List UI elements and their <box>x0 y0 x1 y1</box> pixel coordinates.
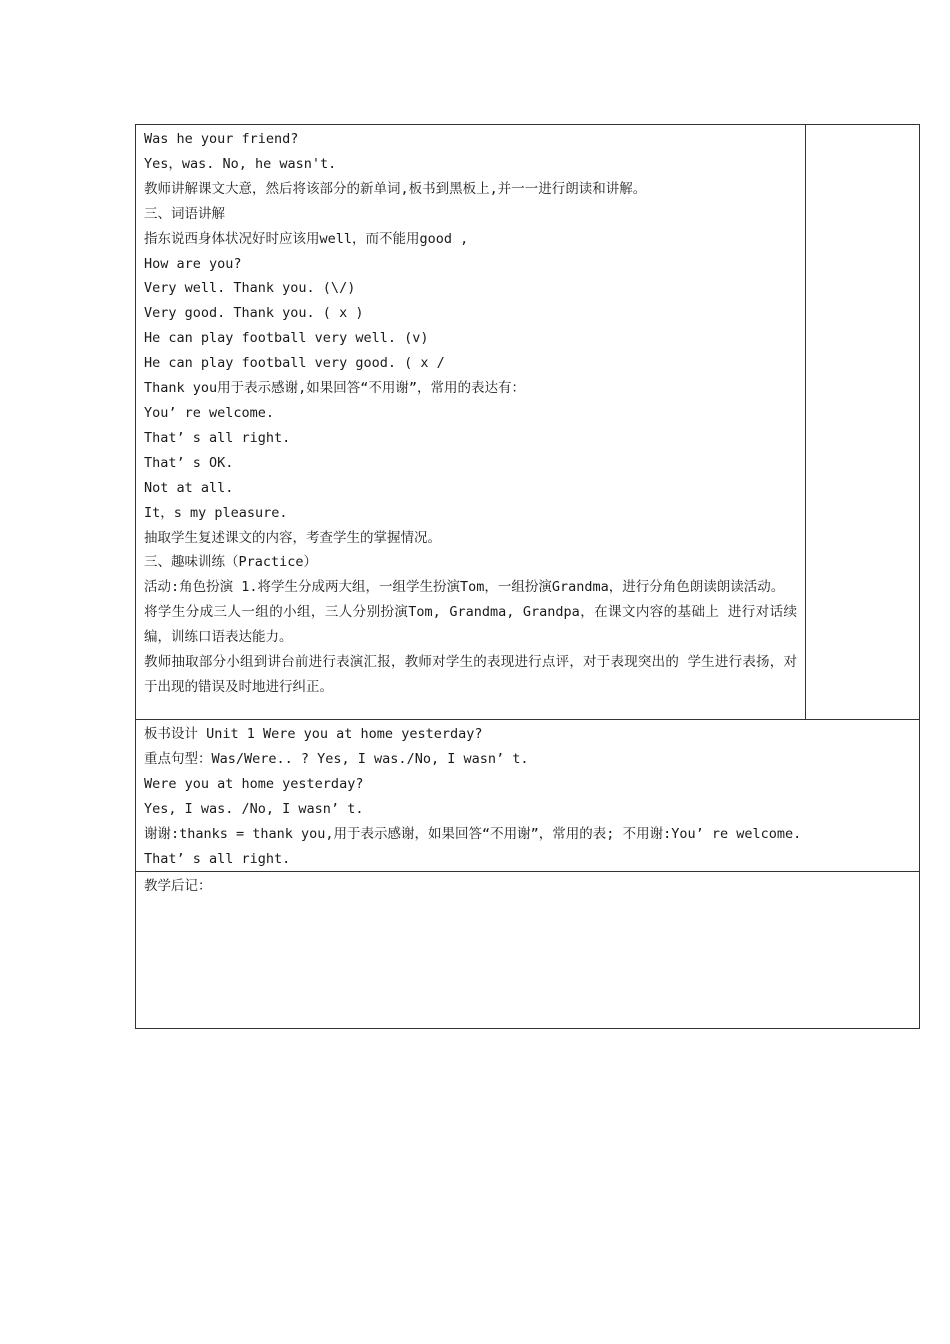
lesson-body-cell <box>136 125 806 720</box>
text-line: 谢谢:thanks = thank you,用于表示感谢，如果回答“不用谢”，常用的表; 不用谢:You’ re welcome. <box>144 825 802 842</box>
lesson-plan-table <box>135 124 920 1029</box>
teaching-notes-cell <box>136 872 920 1029</box>
section-heading: 三、趣味训练（Practice） <box>144 554 318 571</box>
text-line: Very well. Thank you. (\/) <box>144 280 356 297</box>
table-row <box>136 872 920 1029</box>
text-line: That’ s all right. <box>144 429 291 446</box>
text-line: He can play football very well. (v) <box>144 330 429 347</box>
text-line: 重点句型：Was/Were.. ? Yes, I was./No, I wasn’ t. <box>144 750 529 767</box>
text-line: Not at all. <box>144 479 234 496</box>
text-line: It，s my pleasure. <box>144 504 288 521</box>
table-row <box>136 720 920 872</box>
paragraph: 将学生分成三人一组的小组，三人分别扮演Tom, Grandma, Grandpa，在课文内容的基础上 进行对话续编，训练口语表达能力。 <box>144 604 797 646</box>
text-line: That’ s OK. <box>144 454 234 471</box>
paragraph: 活动:角色扮演 1.将学生分成两大组，一组学生扮演Tom，一组扮演Grandma，进行分角色朗读朗读活动。 <box>144 579 785 596</box>
text-line: Yes，was. No, he wasn't. <box>144 155 337 172</box>
side-notes-cell <box>806 125 920 720</box>
text-line: 教师讲解课文大意，然后将该部分的新单词,板书到黑板上,并一一进行朗读和讲解。 <box>144 180 647 197</box>
text-line: Was he your friend? <box>144 131 299 147</box>
text-line: How are you? <box>144 255 242 272</box>
text-line: Very good. Thank you. ( x ) <box>144 305 364 322</box>
board-design-cell <box>136 720 920 872</box>
text-line: Yes, I was. /No, I wasn’ t. <box>144 800 364 817</box>
text-line: You’ re welcome. <box>144 404 275 421</box>
section-heading: 三、词语讲解 <box>144 205 225 222</box>
paragraph: 教师抽取部分小组到讲台前进行表演汇报，教师对学生的表现进行点评，对于表现突出的 学生进行表扬，对于出现的错误及时地进行纠正。 <box>144 654 797 695</box>
text-line: Were you at home yesterday? <box>144 775 364 792</box>
board-title: 板书设计 Unit 1 Were you at home yesterday? <box>144 726 483 742</box>
table-row <box>136 125 920 720</box>
text-line: 抽取学生复述课文的内容，考查学生的掌握情况。 <box>144 529 441 546</box>
text-line: 指东说西身体状况好时应该用well，而不能用good , <box>144 230 469 247</box>
text-line: Thank you用于表示感谢,如果回答“不用谢”，常用的表达有： <box>144 380 526 397</box>
text-line: He can play football very good. ( x / <box>144 355 445 372</box>
teaching-notes-label: 教学后记： <box>144 878 212 895</box>
text-line: That’ s all right. <box>144 850 291 867</box>
